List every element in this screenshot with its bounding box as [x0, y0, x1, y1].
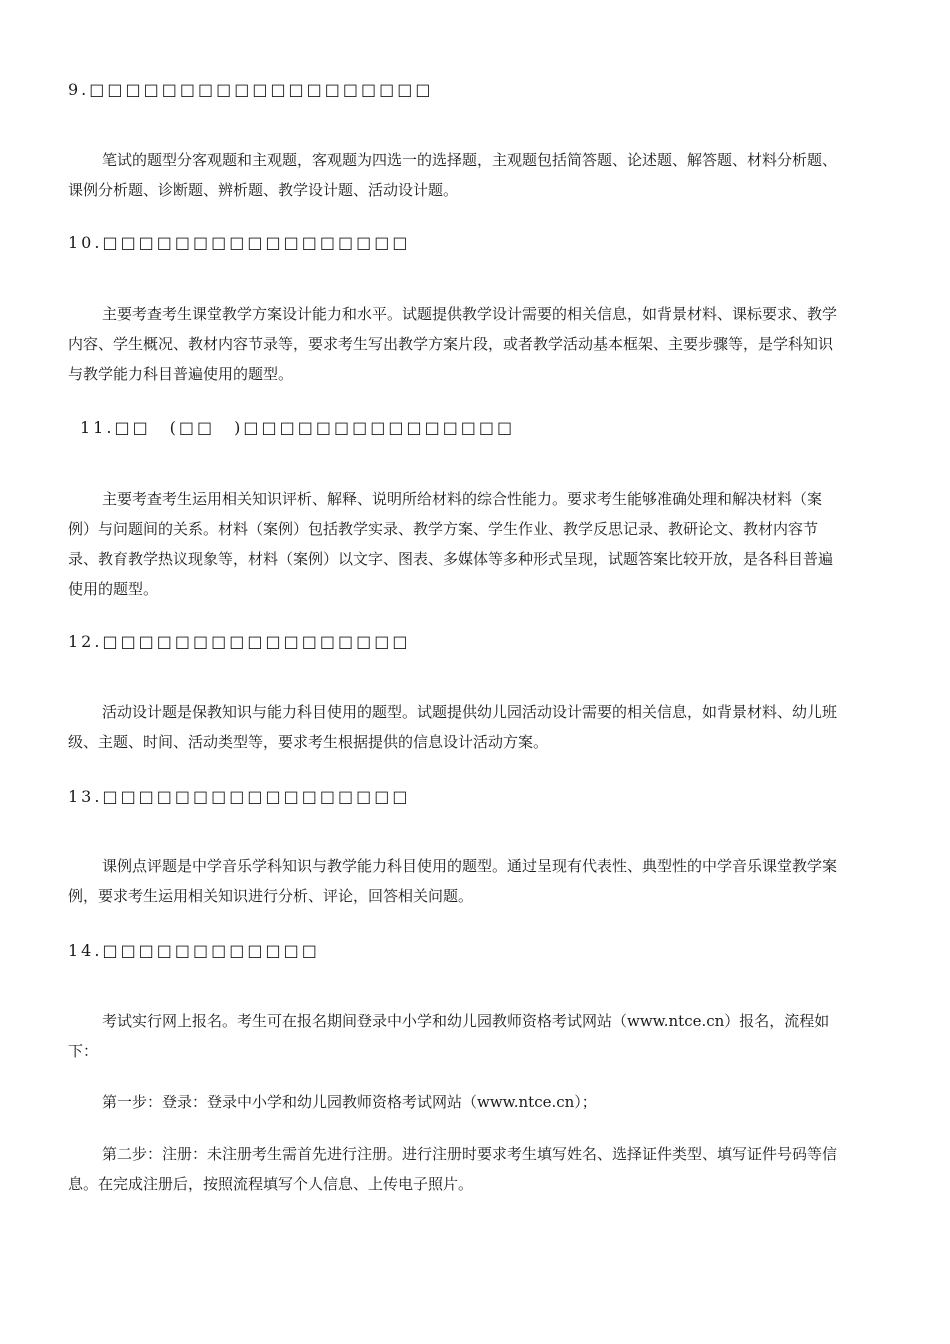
- section-14-paragraph: 考试实行网上报名。考生可在报名期间登录中小学和幼儿园教师资格考试网站（www.ntce.cn）报名，流程如下：: [68, 1012, 830, 1060]
- section-9-heading: 9.□□□□□□□□□□□□□□□□□□□: [68, 80, 434, 99]
- section-10-paragraph: 主要考查考生课堂教学方案设计能力和水平。试题提供教学设计需要的相关信息，如背景材料、课标要求、教学内容、学生概况、教材内容节录等，要求考生写出教学方案片段，或者教学活动基本框架、主要步骤等，是学科知识与教学能力科目普遍使用的题型。: [68, 305, 838, 383]
- section-11-heading: 11.□□ (□□ )□□□□□□□□□□□□□□□: [80, 418, 516, 437]
- section-14-step-1: 第一步：登录：登录中小学和幼儿园教师资格考试网站（www.ntce.cn）；: [102, 1093, 597, 1111]
- section-9-paragraph: 笔试的题型分客观题和主观题，客观题为四选一的选择题，主观题包括简答题、论述题、解答题、材料分析题、课例分析题、诊断题、辨析题、教学设计题、活动设计题。: [68, 151, 838, 199]
- section-13-heading: 13.□□□□□□□□□□□□□□□□□: [68, 787, 411, 806]
- section-11-paragraph: 主要考查考生运用相关知识评析、解释、说明所给材料的综合性能力。要求考生能够准确处理和解决材料（案例）与问题间的关系。材料（案例）包括教学实录、教学方案、学生作业、教学反思记录、教研论文、教材内容节录、教育教学热议现象等，材料（案例）以文字、图表、多媒体等多种形式呈现，试题答案比较开放，是各科目普遍使用的题型。: [68, 490, 834, 598]
- section-13-paragraph: 课例点评题是中学音乐学科知识与教学能力科目使用的题型。通过呈现有代表性、典型性的中学音乐课堂教学案例，要求考生运用相关知识进行分析、评论，回答相关问题。: [68, 857, 838, 905]
- section-14-heading: 14.□□□□□□□□□□□□: [68, 941, 320, 960]
- section-12-heading: 12.□□□□□□□□□□□□□□□□□: [68, 632, 411, 651]
- section-10-heading: 10.□□□□□□□□□□□□□□□□□: [68, 233, 411, 252]
- section-12-paragraph: 活动设计题是保教知识与能力科目使用的题型。试题提供幼儿园活动设计需要的相关信息，如背景材料、幼儿班级、主题、时间、活动类型等，要求考生根据提供的信息设计活动方案。: [68, 703, 838, 751]
- section-14-step-2: 第二步：注册：未注册考生需首先进行注册。进行注册时要求考生填写姓名、选择证件类型、填写证件号码等信息。在完成注册后，按照流程填写个人信息、上传电子照片。: [68, 1145, 838, 1193]
